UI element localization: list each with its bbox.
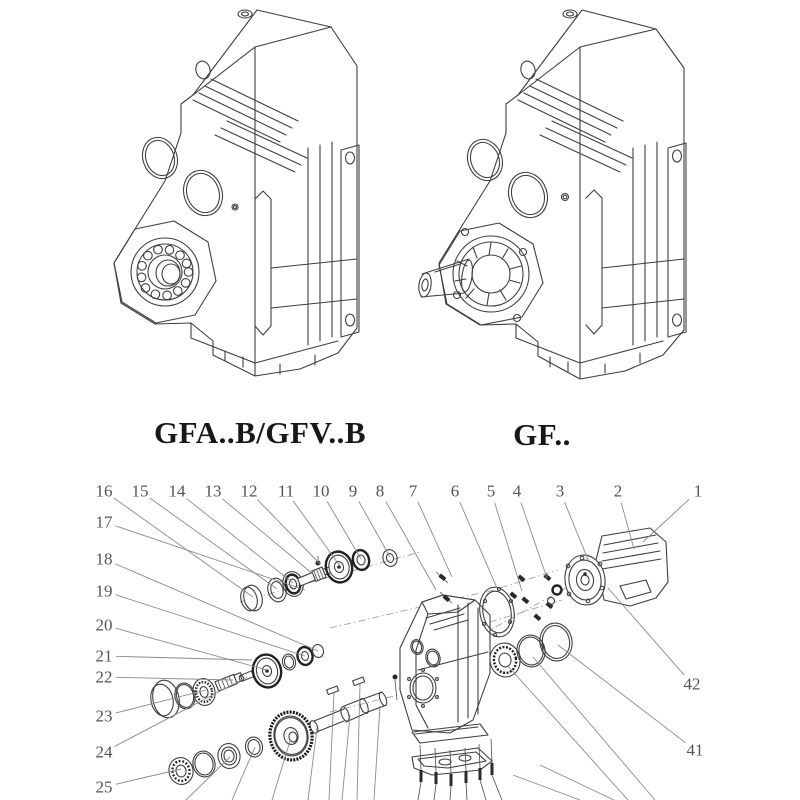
part-number-8: 8 [375,481,385,501]
callout-leader-line-25 [116,769,181,784]
side-ribs [586,142,657,345]
exploded-parts-diagram [0,470,800,800]
part-number-16: 16 [95,481,113,501]
cutoff-leader-line-11 [540,765,614,800]
callout-leader-line-7 [418,502,452,577]
oil-seal [216,741,243,770]
part-number-11: 11 [277,481,295,501]
part-number-23: 23 [95,706,113,726]
part-number-1: 1 [693,481,703,501]
cutoff-leader-line-7 [357,684,360,800]
shaft-keys [327,677,365,694]
part-number-9: 9 [348,481,358,501]
part-number-10: 10 [312,481,330,501]
callout-leader-line-22 [116,677,233,680]
cutoff-leader-line-9 [533,657,655,800]
cutoff-leader-line-4 [342,715,350,800]
part-number-7: 7 [408,481,418,501]
part-number-12: 12 [240,481,258,501]
callout-leader-line-4 [521,502,547,578]
callout-leader-line-10 [327,501,361,559]
part-number-4: 4 [512,481,522,501]
callout-layer [96,482,704,800]
hollow-shaft-gearbox-drawing [95,0,395,390]
snap-ring [191,749,218,779]
callout-leader-line-3 [565,502,589,562]
side-ribs [255,142,332,345]
solid-shaft-gearbox-drawing [405,0,715,400]
callout-leader-line-1 [643,499,689,542]
callout-leader-line-41 [558,645,685,743]
part-number-18: 18 [95,549,113,569]
callout-leader-line-19 [115,595,305,656]
part-number-3: 3 [555,481,565,501]
mounting-flange-bar [668,143,686,337]
input-bores [137,132,238,221]
callout-leader-line-16 [114,498,253,597]
part-number-41: 41 [686,740,704,760]
part-number-19: 19 [95,581,113,601]
bracket-hole [194,59,212,80]
model-label-right: GF.. [513,417,571,452]
housing-bolt [393,675,398,701]
part-number-22: 22 [95,667,113,687]
flange-spokes [455,243,521,305]
cutoff-leader-line-6 [329,693,334,800]
small-rings [548,586,562,605]
oil-plug [238,10,252,18]
output-flange-face [417,223,543,325]
callout-leader-line-17 [115,526,305,590]
part-number-13: 13 [204,481,222,501]
part-number-24: 24 [95,742,113,762]
part-number-20: 20 [95,615,113,635]
callout-leader-line-24 [115,677,247,746]
part-number-25: 25 [95,777,113,797]
part-number-15: 15 [131,481,149,501]
intermediate-gear [250,652,284,690]
end-cap [238,583,265,613]
mounting-flange-bar [341,145,359,337]
output-gear [266,709,316,764]
part-number-5: 5 [486,481,496,501]
gearbox-housing [393,595,491,733]
bracket-hole [519,59,537,80]
cutoff-leader-line-5 [374,706,380,800]
bearing [381,548,399,568]
cooling-ribs [193,79,307,172]
input-pinion-shaft [297,564,333,587]
part-number-2: 2 [613,481,623,501]
washer [244,735,265,758]
input-shaft-assembly [238,548,399,613]
cooling-ribs [518,79,632,172]
model-label-left: GFA..B/GFV..B [153,415,367,450]
input-bores [462,134,569,223]
housing-outline [439,10,684,379]
callout-leader-line-5 [495,502,522,591]
oil-plug [563,10,577,18]
part-number-17: 17 [95,512,113,532]
intermediate-gear-assembly [148,643,325,720]
spacer-ring [281,653,297,671]
bearing [351,548,372,571]
callout-leader-line-21 [116,656,252,660]
callout-leader-line-8 [386,501,436,590]
part-number-42: 42 [683,674,701,694]
part-number-14: 14 [168,481,186,501]
callout-leader-line-9 [359,501,390,557]
part-number-6: 6 [450,481,460,501]
cutoff-leader-line-1 [232,747,255,800]
part-number-21: 21 [95,646,113,666]
callout-leader-line-14 [186,498,293,583]
callout-leader-line-6 [460,502,497,588]
callout-leader-line-20 [116,628,267,670]
